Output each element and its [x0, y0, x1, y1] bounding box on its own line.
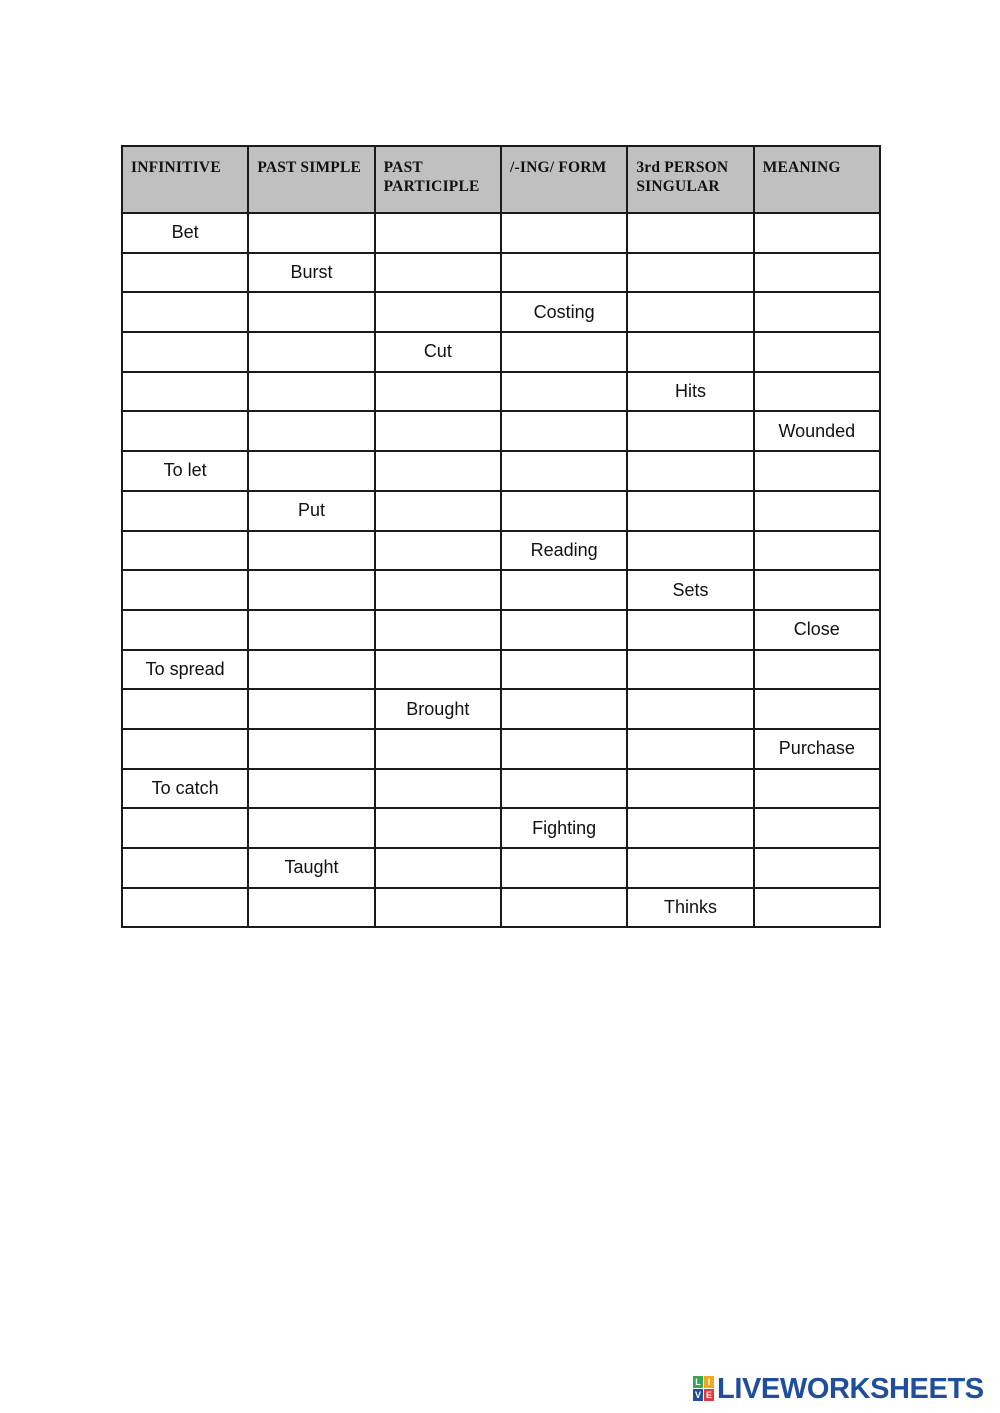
cell-past-simple[interactable]	[248, 372, 374, 412]
cell-past-participle[interactable]	[375, 848, 501, 888]
table-body	[122, 213, 880, 927]
header-infinitive: INFINITIVE	[122, 146, 248, 213]
cell-past-participle: Cut	[375, 332, 501, 372]
cell-past-participle[interactable]	[375, 650, 501, 690]
cell-infinitive[interactable]	[122, 372, 248, 412]
cell-past-simple: Taught	[248, 848, 374, 888]
cell-past-simple[interactable]	[248, 610, 374, 650]
cell-past-participle: Brought	[375, 689, 501, 729]
table-row	[122, 570, 880, 610]
cell-3rd-person-singular[interactable]	[627, 848, 753, 888]
cell-meaning[interactable]	[754, 769, 880, 809]
cell-meaning[interactable]	[754, 292, 880, 332]
cell-ing-form[interactable]	[501, 372, 627, 412]
cell-3rd-person-singular: Thinks	[627, 888, 753, 928]
cell-3rd-person-singular: Hits	[627, 372, 753, 412]
cell-3rd-person-singular[interactable]	[627, 531, 753, 571]
table-row	[122, 650, 880, 690]
cell-ing-form[interactable]	[501, 689, 627, 729]
table-row	[122, 531, 880, 571]
cell-past-simple[interactable]	[248, 729, 374, 769]
cell-ing-form[interactable]	[501, 451, 627, 491]
cell-meaning[interactable]	[754, 451, 880, 491]
cell-meaning[interactable]	[754, 491, 880, 531]
cell-ing-form[interactable]	[501, 848, 627, 888]
cell-infinitive[interactable]	[122, 848, 248, 888]
cell-ing-form[interactable]	[501, 610, 627, 650]
cell-past-participle[interactable]	[375, 769, 501, 809]
table-row	[122, 372, 880, 412]
cell-meaning[interactable]	[754, 650, 880, 690]
cell-3rd-person-singular[interactable]	[627, 689, 753, 729]
cell-3rd-person-singular: Sets	[627, 570, 753, 610]
table-row	[122, 491, 880, 531]
cell-past-participle[interactable]	[375, 213, 501, 253]
cell-past-simple: Burst	[248, 253, 374, 293]
logo-mark-square: V	[694, 1390, 701, 1400]
table-row	[122, 292, 880, 332]
cell-3rd-person-singular[interactable]	[627, 332, 753, 372]
header-ing-form: /-ING/ FORM	[501, 146, 627, 213]
cell-past-participle[interactable]	[375, 491, 501, 531]
cell-infinitive[interactable]	[122, 610, 248, 650]
table-row	[122, 848, 880, 888]
cell-ing-form[interactable]	[501, 491, 627, 531]
header-meaning: MEANING	[754, 146, 880, 213]
cell-meaning: Purchase	[754, 729, 880, 769]
table-row	[122, 769, 880, 809]
cell-ing-form[interactable]	[501, 769, 627, 809]
cell-past-simple[interactable]	[248, 213, 374, 253]
cell-past-participle[interactable]	[375, 531, 501, 571]
cell-3rd-person-singular[interactable]	[627, 253, 753, 293]
cell-ing-form[interactable]	[501, 411, 627, 451]
cell-3rd-person-singular[interactable]	[627, 729, 753, 769]
cell-3rd-person-singular[interactable]	[627, 411, 753, 451]
cell-meaning[interactable]	[754, 531, 880, 571]
cell-past-participle[interactable]	[375, 411, 501, 451]
cell-past-simple[interactable]	[248, 451, 374, 491]
cell-infinitive[interactable]	[122, 332, 248, 372]
cell-past-simple[interactable]	[248, 292, 374, 332]
cell-3rd-person-singular[interactable]	[627, 610, 753, 650]
cell-past-simple[interactable]	[248, 411, 374, 451]
liveworksheets-logo-mark	[693, 1376, 714, 1402]
cell-meaning[interactable]	[754, 213, 880, 253]
cell-past-participle[interactable]	[375, 451, 501, 491]
cell-3rd-person-singular[interactable]	[627, 808, 753, 848]
header-3rd-person-singular: 3rd PERSON SINGULAR	[627, 146, 753, 213]
logo-mark-square: E	[705, 1390, 712, 1400]
cell-ing-form: Reading	[501, 531, 627, 571]
table-row	[122, 332, 880, 372]
cell-past-participle[interactable]	[375, 888, 501, 928]
table-row	[122, 689, 880, 729]
cell-infinitive[interactable]	[122, 491, 248, 531]
cell-past-participle[interactable]	[375, 292, 501, 332]
cell-past-participle[interactable]	[375, 253, 501, 293]
cell-meaning: Wounded	[754, 411, 880, 451]
cell-ing-form: Fighting	[501, 808, 627, 848]
cell-infinitive[interactable]	[122, 531, 248, 571]
cell-meaning[interactable]	[754, 689, 880, 729]
cell-3rd-person-singular[interactable]	[627, 769, 753, 809]
cell-past-simple[interactable]	[248, 888, 374, 928]
cell-infinitive[interactable]	[122, 808, 248, 848]
table-row	[122, 451, 880, 491]
header-row	[122, 146, 880, 213]
cell-past-simple: Put	[248, 491, 374, 531]
logo-mark-square: L	[693, 1376, 703, 1388]
cell-meaning: Close	[754, 610, 880, 650]
irregular-verbs-table	[121, 145, 881, 928]
cell-3rd-person-singular[interactable]	[627, 213, 753, 253]
cell-ing-form[interactable]	[501, 570, 627, 610]
cell-infinitive[interactable]	[122, 729, 248, 769]
header-past-simple: PAST SIMPLE	[248, 146, 374, 213]
cell-meaning[interactable]	[754, 570, 880, 610]
cell-past-simple[interactable]	[248, 531, 374, 571]
cell-ing-form[interactable]	[501, 650, 627, 690]
cell-meaning[interactable]	[754, 253, 880, 293]
cell-ing-form[interactable]	[501, 888, 627, 928]
cell-past-participle[interactable]	[375, 372, 501, 412]
table-row	[122, 213, 880, 253]
cell-infinitive[interactable]	[122, 888, 248, 928]
cell-infinitive: To spread	[122, 650, 248, 690]
cell-3rd-person-singular[interactable]	[627, 650, 753, 690]
cell-3rd-person-singular[interactable]	[627, 491, 753, 531]
table-row	[122, 808, 880, 848]
cell-infinitive[interactable]	[122, 570, 248, 610]
cell-ing-form[interactable]	[501, 729, 627, 769]
cell-ing-form[interactable]	[501, 213, 627, 253]
cell-past-simple[interactable]	[248, 769, 374, 809]
cell-3rd-person-singular[interactable]	[627, 292, 753, 332]
header-past-participle: PAST PARTICIPLE	[375, 146, 501, 213]
table-row	[122, 888, 880, 928]
cell-meaning[interactable]	[754, 332, 880, 372]
cell-infinitive[interactable]	[122, 253, 248, 293]
cell-infinitive[interactable]	[122, 292, 248, 332]
cell-infinitive[interactable]	[122, 411, 248, 451]
cell-past-participle[interactable]	[375, 570, 501, 610]
cell-infinitive: To let	[122, 451, 248, 491]
cell-3rd-person-singular[interactable]	[627, 451, 753, 491]
liveworksheets-logo	[693, 1374, 984, 1404]
cell-past-participle[interactable]	[375, 729, 501, 769]
cell-meaning[interactable]	[754, 808, 880, 848]
cell-meaning[interactable]	[754, 848, 880, 888]
cell-ing-form: Costing	[501, 292, 627, 332]
cell-infinitive: To catch	[122, 769, 248, 809]
cell-past-simple[interactable]	[248, 332, 374, 372]
cell-ing-form[interactable]	[501, 253, 627, 293]
cell-infinitive[interactable]	[122, 689, 248, 729]
cell-past-simple[interactable]	[248, 808, 374, 848]
cell-past-simple[interactable]	[248, 570, 374, 610]
table-row	[122, 411, 880, 451]
cell-ing-form[interactable]	[501, 332, 627, 372]
table-row	[122, 729, 880, 769]
cell-past-simple[interactable]	[248, 689, 374, 729]
cell-meaning[interactable]	[754, 888, 880, 928]
cell-infinitive: Bet	[122, 213, 248, 253]
cell-meaning[interactable]	[754, 372, 880, 412]
table-row	[122, 610, 880, 650]
liveworksheets-logo-text: LIVEWORKSHEETS	[717, 1373, 984, 1405]
cell-past-participle[interactable]	[375, 610, 501, 650]
table-row	[122, 253, 880, 293]
cell-past-simple[interactable]	[248, 650, 374, 690]
logo-mark-square: I	[704, 1376, 714, 1388]
cell-past-participle[interactable]	[375, 808, 501, 848]
